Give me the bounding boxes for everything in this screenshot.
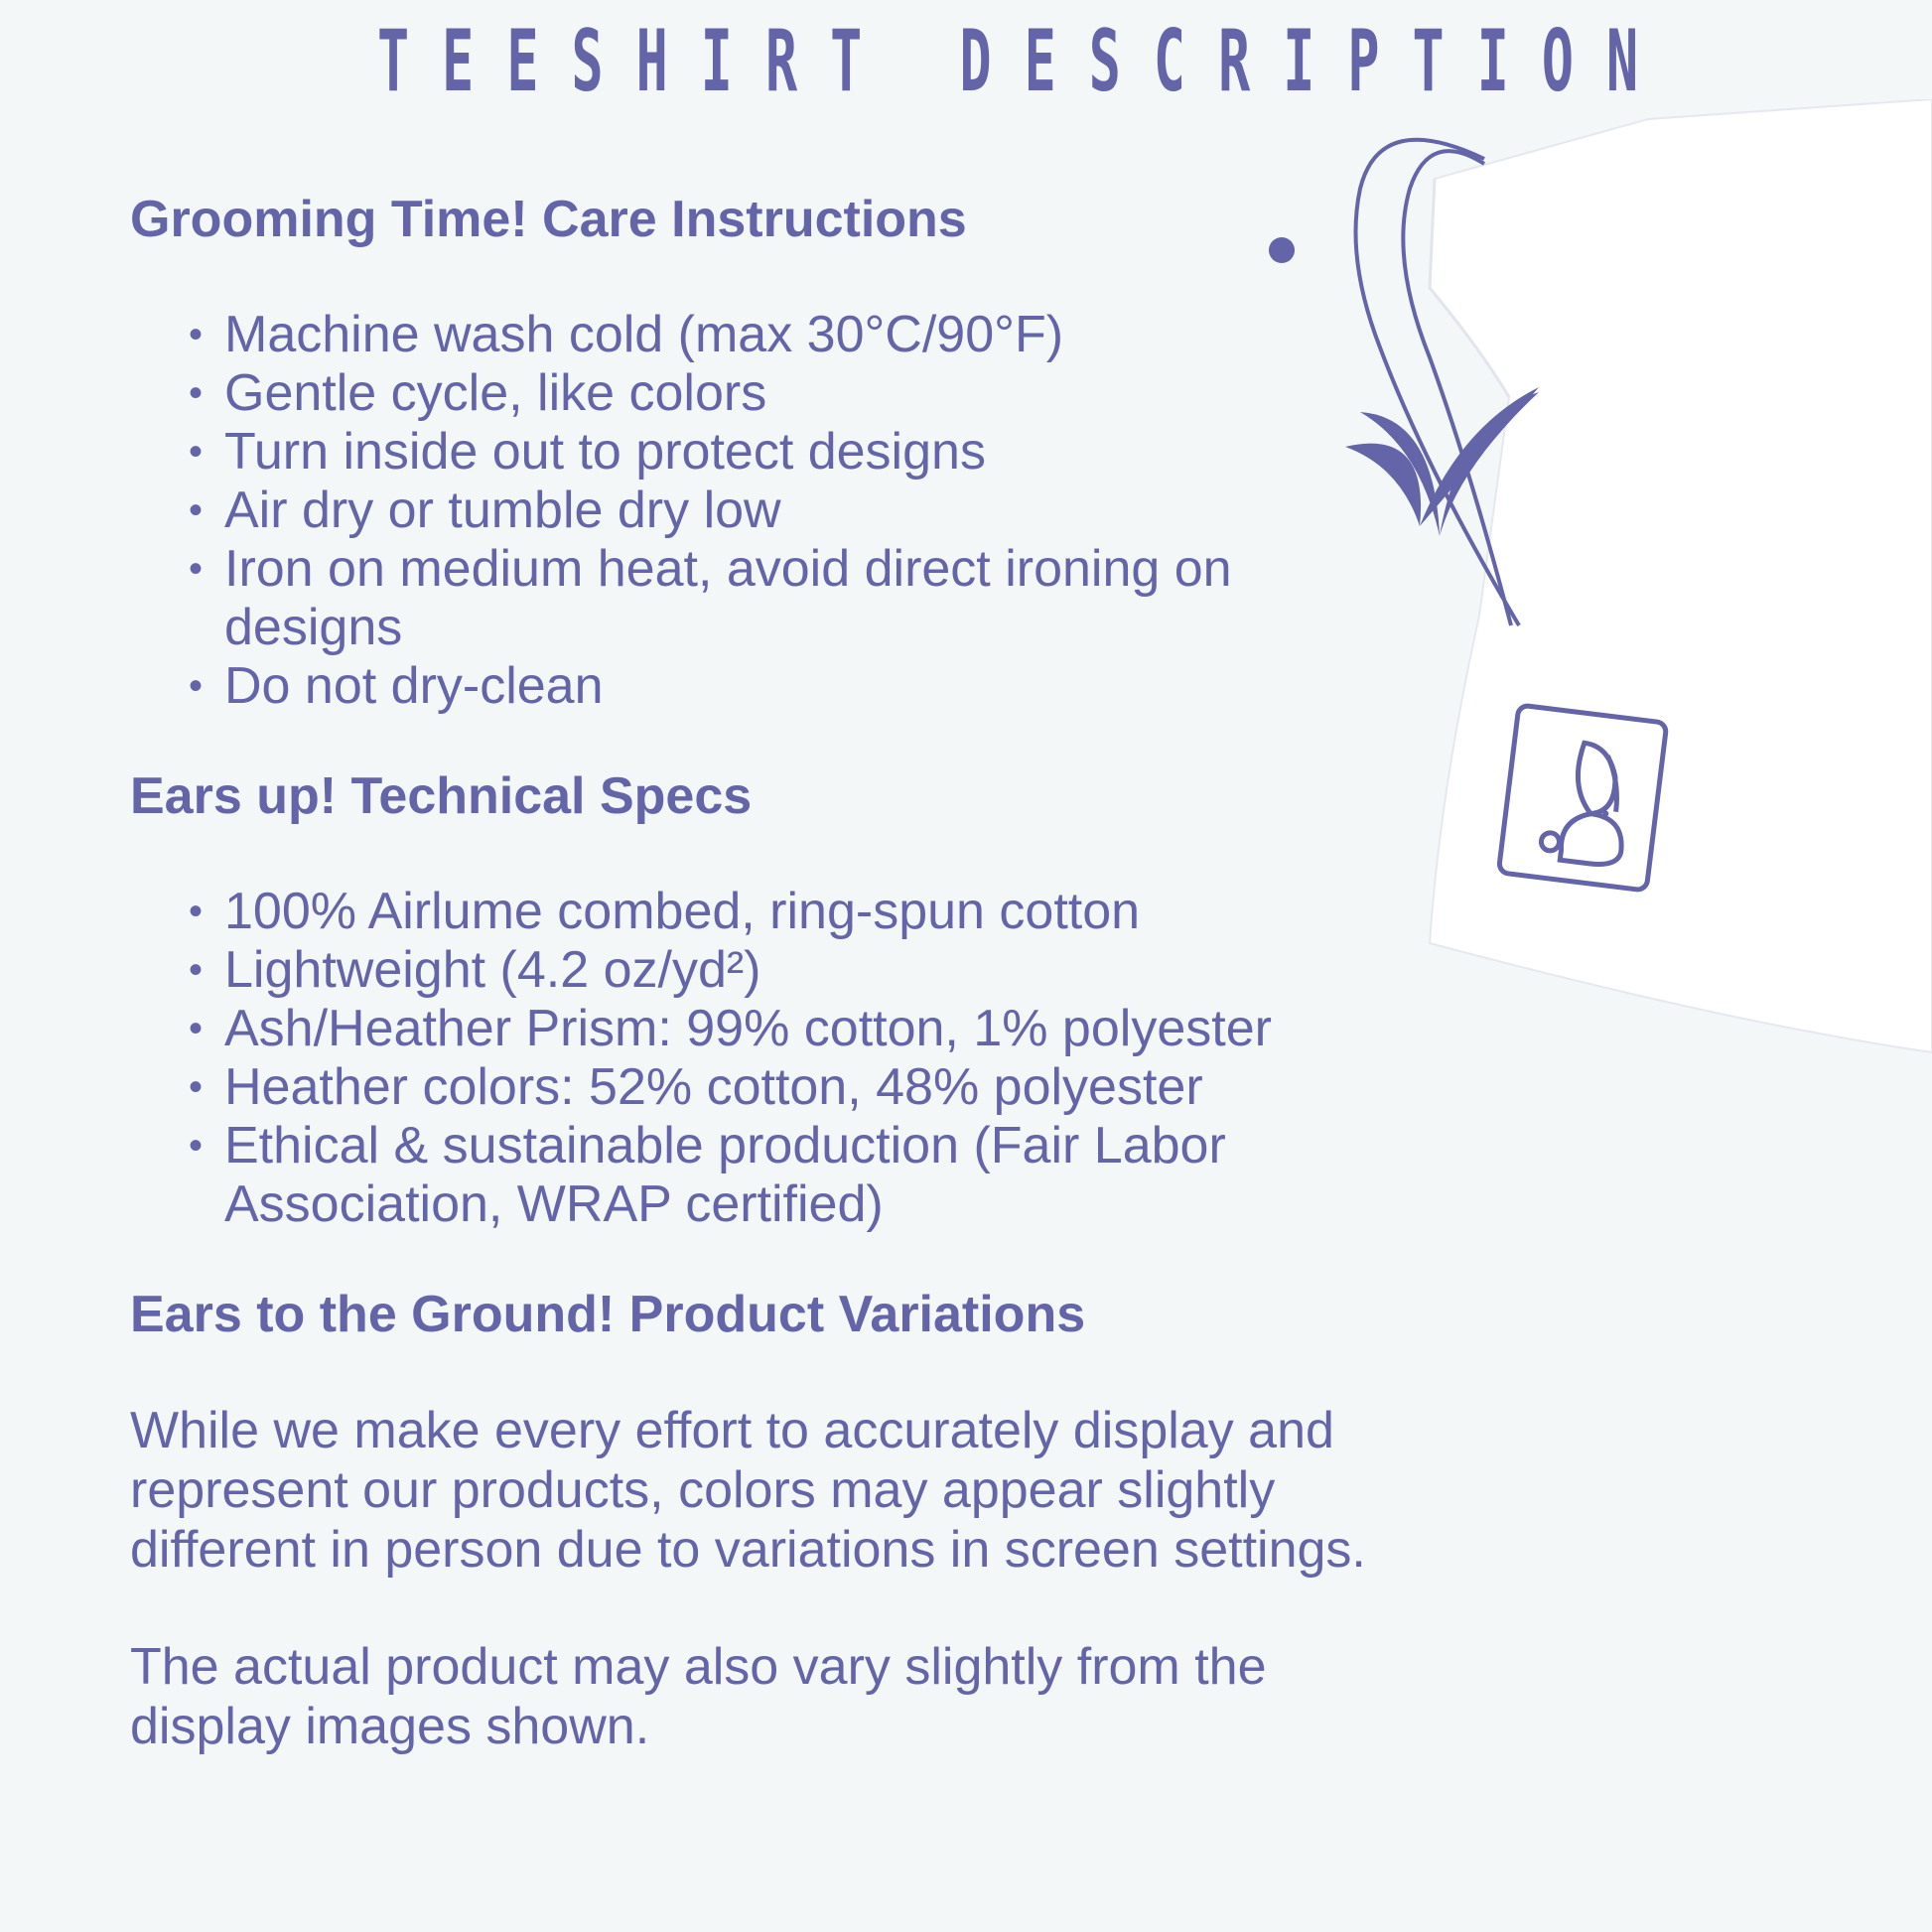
technical-specs-heading: Ears up! Technical Specs — [130, 767, 753, 825]
content-area — [130, 189, 1421, 1756]
list-item: • Heather colors: 52% cotton, 48% polyester — [224, 1058, 1465, 1117]
list-item: • Do not dry-clean — [224, 657, 1465, 716]
list-item: • Gentle cycle, like colors — [224, 364, 1465, 423]
list-item: • Air dry or tumble dry low — [224, 482, 1465, 540]
list-item: • Machine wash cold (max 30°C/90°F) — [224, 306, 1465, 364]
page-title: TEESHIRT DESCRIPTION — [377, 12, 1672, 111]
care-instructions-list — [130, 306, 1421, 716]
list-item: • Lightweight (4.2 oz/yd²) — [224, 941, 1465, 1000]
list-item: • Ethical & sustainable production (Fair Labor Association, WRAP certified) — [224, 1117, 1366, 1234]
product-variations-heading: Ears to the Ground! Product Variations — [130, 1286, 1086, 1343]
technical-specs-list — [130, 883, 1421, 1234]
care-instructions-heading: Grooming Time! Care Instructions — [130, 191, 967, 248]
list-item: • Ash/Heather Prism: 99% cotton, 1% polyester — [224, 1000, 1465, 1058]
disclaimer-paragraph: The actual product may also vary slightly from the display images shown. — [130, 1638, 1267, 1755]
variations-paragraph: While we make every effort to accurately display and represent our products, colors may appear slightly different in person due to variations in screen settings. — [130, 1402, 1366, 1579]
list-item: • Turn inside out to protect designs — [224, 423, 1465, 482]
list-item: • Iron on medium heat, avoid direct ironing on designs — [224, 540, 1366, 657]
list-item: • 100% Airlume combed, ring-spun cotton — [224, 883, 1465, 941]
